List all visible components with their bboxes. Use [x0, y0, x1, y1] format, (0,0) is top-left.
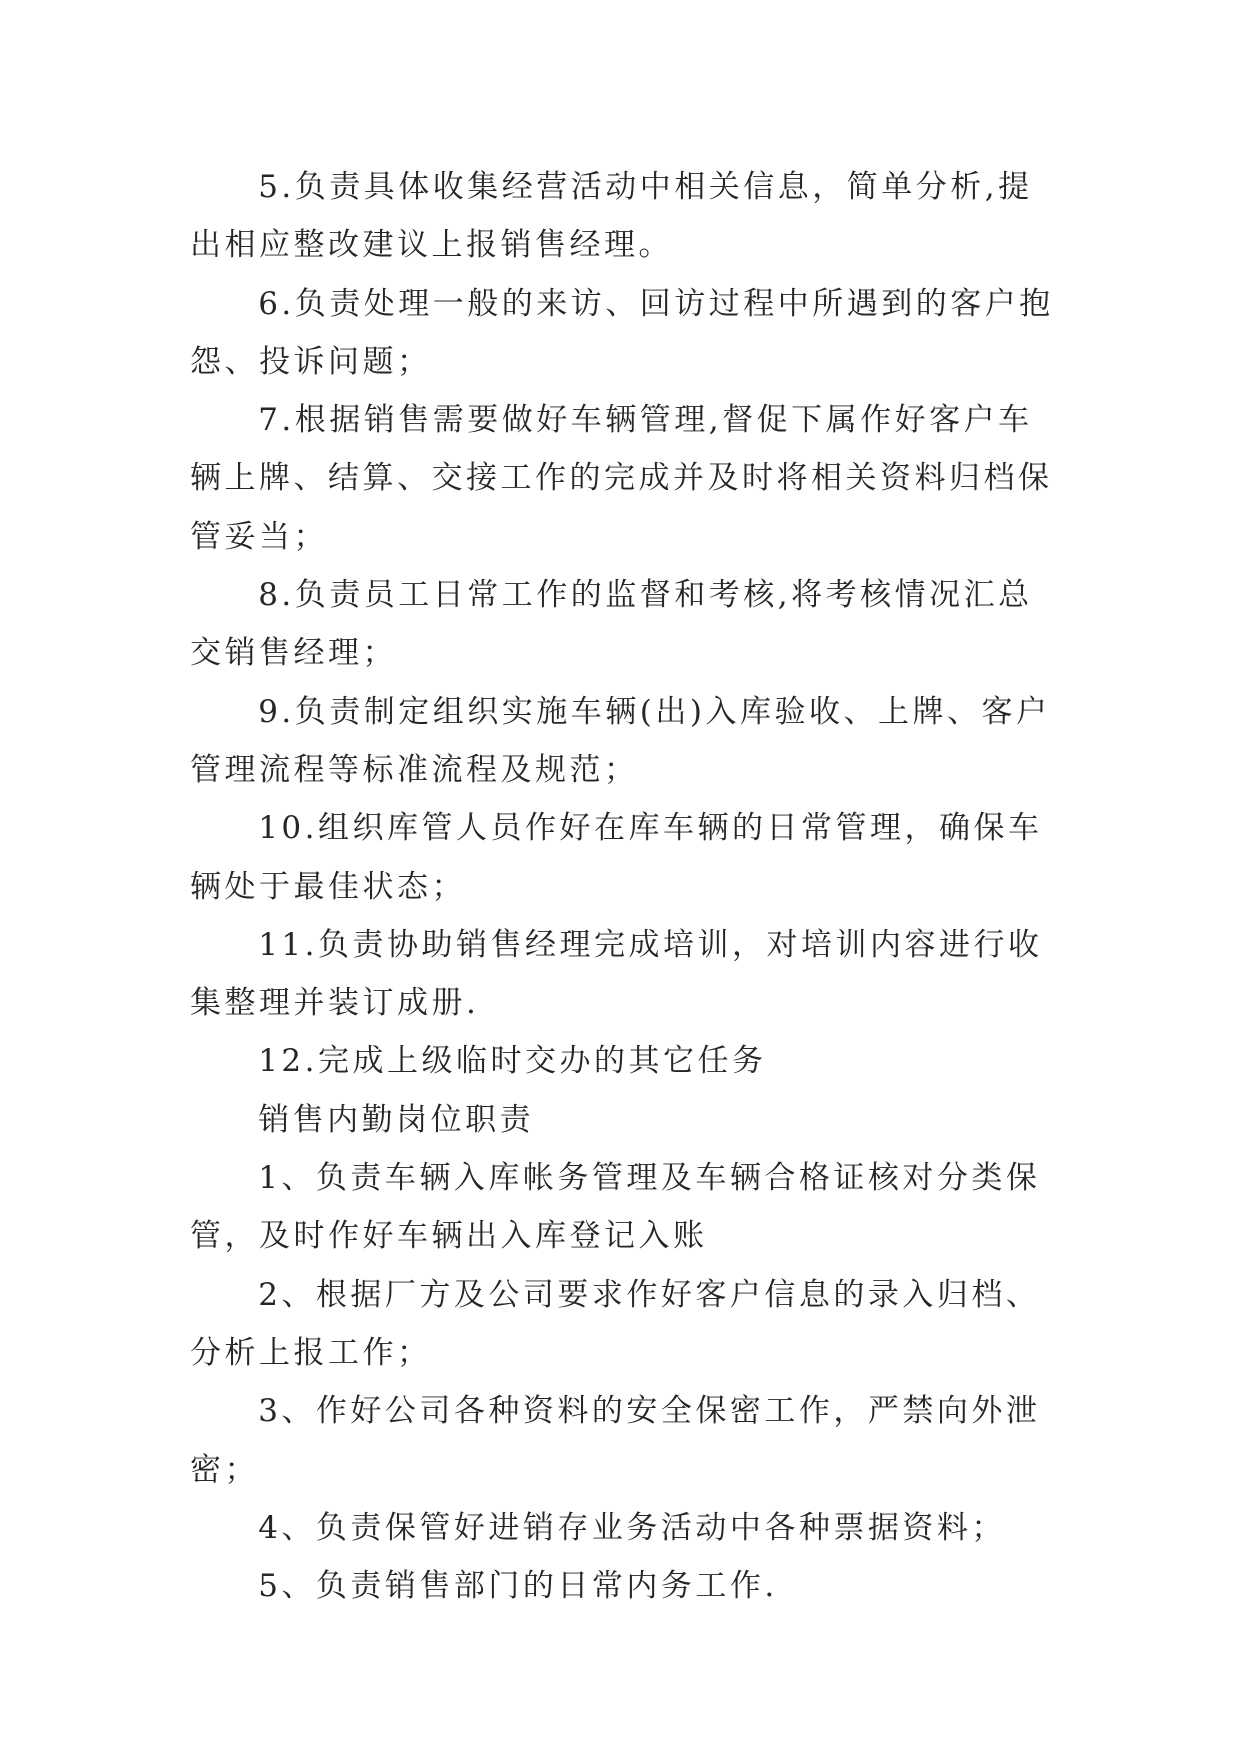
duty-item-5: 5、负责销售部门的日常内务工作. [258, 1568, 778, 1605]
duty-item-3: 3、作好公司各种资料的安全保密工作，严禁向外泄密； [190, 1393, 1041, 1488]
duty-item-4: 4、负责保管好进销存业务活动中各种票据资料； [258, 1509, 1006, 1546]
paragraph-item-11: 11.负责协助销售经理完成培训，对培训内容进行收集整理并装订成册. [190, 926, 1043, 1022]
paragraph-item-8: 8.负责员工日常工作的监督和考核,将考核情况汇总交销售经理； [190, 577, 1033, 672]
duty-item-2: 2、根据厂方及公司要求作好客户信息的录入归档、分析上报工作； [190, 1276, 1041, 1371]
paragraph-item-7: 7.根据销售需要做好车辆管理,督促下属作好客户车辆上牌、结算、交接工作的完成并及时将相关资料归档保管妥当； [190, 402, 1053, 555]
paragraph-item-9: 9.负责制定组织实施车辆(出)入库验收、上牌、客户管理流程等标准流程及规范； [190, 693, 1051, 788]
paragraph-item-10: 10.组织库管人员作好在库车辆的日常管理，确保车辆处于最佳状态； [190, 810, 1043, 905]
paragraph-item-5: 5.负责具体收集经营活动中相关信息，简单分析,提出相应整改建议上报销售经理。 [190, 169, 1033, 264]
section-heading: 销售内勤岗位职责 [258, 1101, 535, 1138]
paragraph-item-6: 6.负责处理一般的来访、回访过程中所遇到的客户抱怨、投诉问题； [190, 285, 1054, 380]
document-body [190, 158, 1060, 1615]
paragraph-item-12: 12.完成上级临时交办的其它任务 [258, 1043, 767, 1080]
duty-item-1: 1、负责车辆入库帐务管理及车辆合格证核对分类保管，及时作好车辆出入库登记入账 [190, 1160, 1041, 1255]
